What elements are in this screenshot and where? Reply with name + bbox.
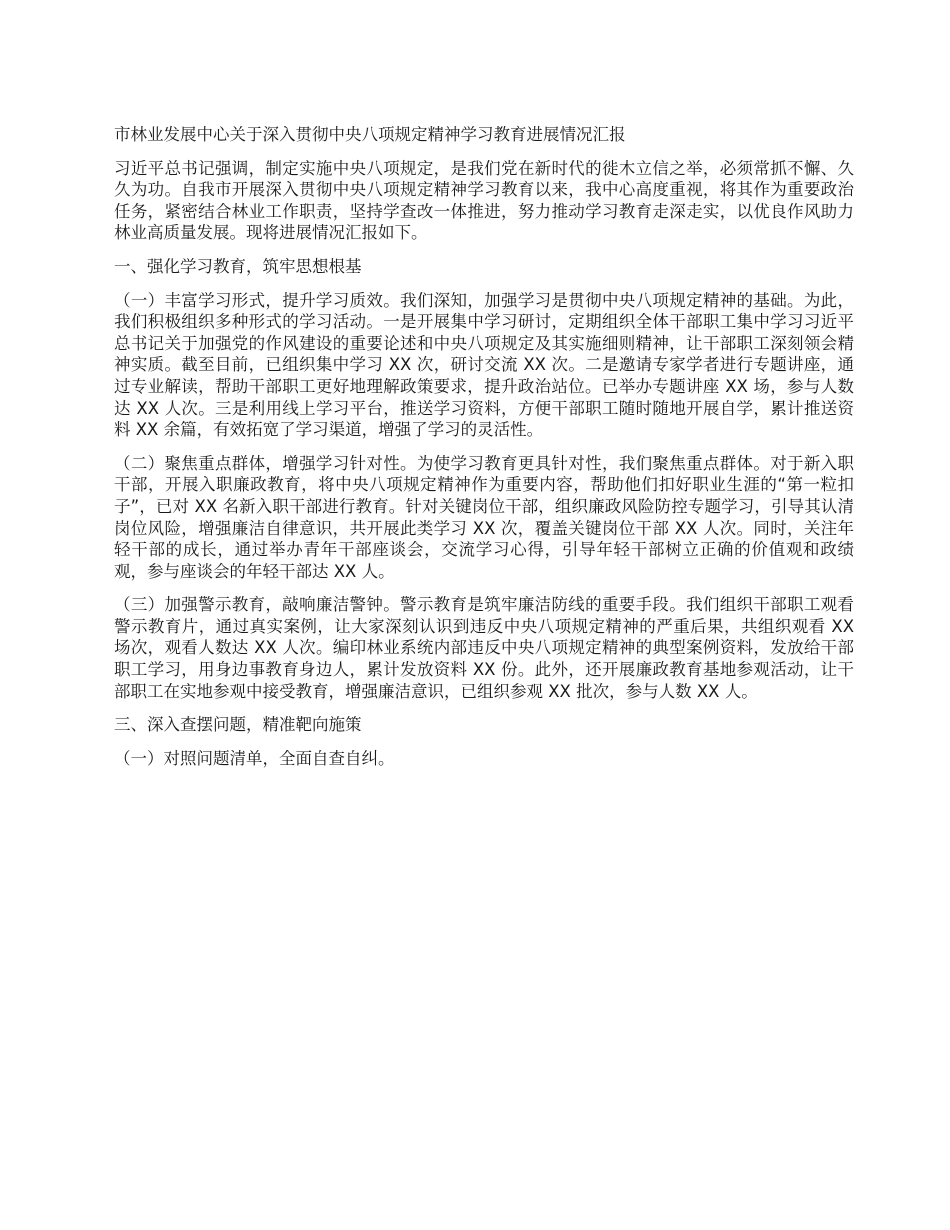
section1-paragraph-1: （一）丰富学习形式，提升学习质效。我们深知，加强学习是贯彻中央八项规定精神的基础。为此，我们积极组织多种形式的学习活动。一是开展集中学习研讨，定期组织全体干部职工集中学习习近平总书记关于加强党的作风建设的重要论述和中央八项规定及其实施细则精神，让干部职工深刻领会精神实质。截至目前，已组织集中学习 XX 次，研讨交流 XX 次。二是邀请专家学者进行专题讲座，通过专业解读，帮助干部职工更好地理解政策要求，提升政治站位。已举办专题讲座 XX 场，参与人数达 XX 人次。三是利用线上学习平台，推送学习资料，方便干部职工随时随地开展自学，累计推送资料 XX 余篇，有效拓宽了学习渠道，增强了学习的灵活性。 bbox=[114, 290, 854, 440]
section1-paragraph-3: （三）加强警示教育，敲响廉洁警钟。警示教育是筑牢廉洁防线的重要手段。我们组织干部职工观看警示教育片，通过真实案例，让大家深刻认识到违反中央八项规定精神的严重后果，共组织观看 XX 场次，观看人数达 XX 人次。编印林业系统内部违反中央八项规定精神的典型案例资料，发放给干部职工学习，用身边事教育身边人，累计发放资料 XX 份。此外，还开展廉政教育基地参观活动，让干部职工在实地参观中接受教育，增强廉洁意识，已组织参观 XX 批次，参与人数 XX 人。 bbox=[114, 595, 854, 701]
section-heading-3: 三、深入查摆问题，精准靶向施策 bbox=[114, 715, 362, 735]
intro-paragraph: 习近平总书记强调，制定实施中央八项规定，是我们党在新时代的徙木立信之举，必须常抓不懈、久久为功。自我市开展深入贯彻中央八项规定精神学习教育以来，我中心高度重视，将其作为重要政治任务，紧密结合林业工作职责，坚持学查改一体推进，努力推动学习教育走深走实，以优良作风助力林业高质量发展。现将进展情况汇报如下。 bbox=[114, 158, 854, 243]
section1-paragraph-2: （二）聚焦重点群体，增强学习针对性。为使学习教育更具针对性，我们聚焦重点群体。对于新入职干部，开展入职廉政教育，将中央八项规定精神作为重要内容，帮助他们扣好职业生涯的“第一粒扣子”，已对 XX 名新入职干部进行教育。针对关键岗位干部，组织廉政风险防控专题学习，引导其认清岗位风险，增强廉洁自律意识，共开展此类学习 XX 次，覆盖关键岗位干部 XX 人次。同时，关注年轻干部的成长，通过举办青年干部座谈会，交流学习心得，引导年轻干部树立正确的价值观和政绩观，参与座谈会的年轻干部达 XX 人。 bbox=[114, 453, 854, 581]
section3-paragraph-1: （一）对照问题清单，全面自查自纠。 bbox=[114, 748, 395, 768]
section-heading-1: 一、强化学习教育，筑牢思想根基 bbox=[114, 256, 362, 276]
document-page bbox=[114, 124, 854, 781]
document-title: 市林业发展中心关于深入贯彻中央八项规定精神学习教育进展情况汇报 bbox=[114, 125, 626, 144]
